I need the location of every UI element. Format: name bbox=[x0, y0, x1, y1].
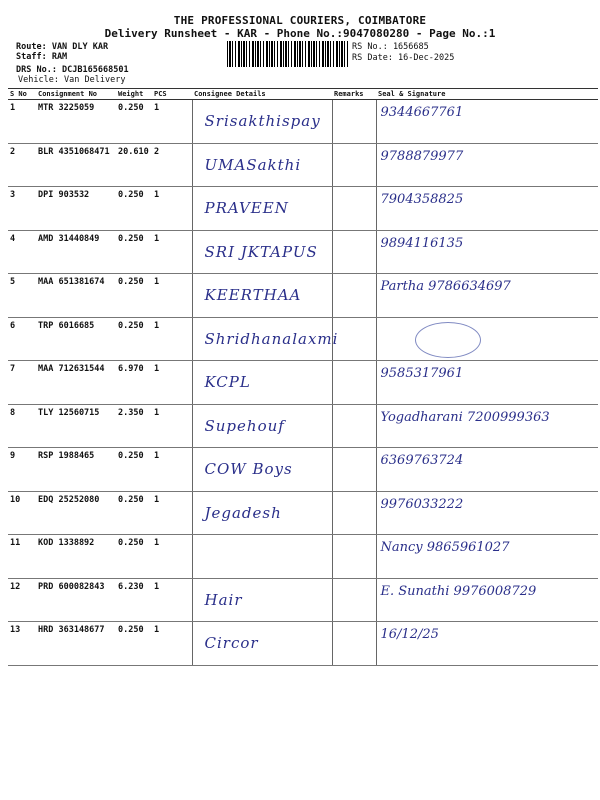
pcs-cell: 1 bbox=[152, 187, 192, 231]
sno-cell: 10 bbox=[8, 491, 36, 535]
sno-cell: 12 bbox=[8, 578, 36, 622]
sno-cell: 9 bbox=[8, 448, 36, 492]
consignment-cell: MTR 3225059 bbox=[36, 100, 116, 144]
col-sno: S No bbox=[8, 89, 36, 100]
handwritten-signature: 9976033222 bbox=[380, 496, 464, 512]
remarks-cell bbox=[332, 448, 376, 492]
pcs-cell: 1 bbox=[152, 274, 192, 318]
weight-cell: 0.250 bbox=[116, 448, 152, 492]
remarks-cell bbox=[332, 143, 376, 187]
sno-cell: 4 bbox=[8, 230, 36, 274]
weight-cell: 6.970 bbox=[116, 361, 152, 405]
runsheet-subtitle: Delivery Runsheet - KAR - Phone No.:9047080280 - Page No.:1 bbox=[104, 27, 496, 40]
col-remarks: Remarks bbox=[332, 89, 376, 100]
sno-cell: 7 bbox=[8, 361, 36, 405]
consignment-cell: RSP 1988465 bbox=[36, 448, 116, 492]
sno-cell: 2 bbox=[8, 143, 36, 187]
table-row bbox=[8, 491, 598, 535]
weight-cell: 0.250 bbox=[116, 317, 152, 361]
handwritten-signature: 9894116135 bbox=[380, 235, 464, 251]
handwritten-consignee: KEERTHAA bbox=[204, 286, 302, 304]
sno-cell: 3 bbox=[8, 187, 36, 231]
table-header bbox=[8, 89, 598, 100]
handwritten-consignee: Shridhanalaxmi bbox=[204, 329, 339, 348]
table-row bbox=[8, 448, 598, 492]
table-row bbox=[8, 404, 598, 448]
remarks-cell bbox=[332, 361, 376, 405]
handwritten-consignee: Supehouf bbox=[204, 416, 285, 435]
consignment-cell: PRD 600082843 bbox=[36, 578, 116, 622]
remarks-cell bbox=[332, 230, 376, 274]
table-row bbox=[8, 361, 598, 405]
pcs-cell: 1 bbox=[152, 317, 192, 361]
consignee-cell bbox=[192, 143, 332, 187]
pcs-cell: 1 bbox=[152, 361, 192, 405]
weight-cell: 0.250 bbox=[116, 491, 152, 535]
handwritten-consignee: KCPL bbox=[204, 373, 251, 391]
sno-cell: 11 bbox=[8, 535, 36, 579]
sno-cell: 8 bbox=[8, 404, 36, 448]
weight-cell: 0.250 bbox=[116, 187, 152, 231]
signature-cell bbox=[376, 578, 598, 622]
remarks-cell bbox=[332, 622, 376, 666]
consignment-cell: BLR 4351068471 bbox=[36, 143, 116, 187]
handwritten-signature: 9585317961 bbox=[380, 366, 464, 381]
handwritten-consignee: Hair bbox=[204, 590, 243, 609]
weight-cell: 2.350 bbox=[116, 404, 152, 448]
pcs-cell: 1 bbox=[152, 622, 192, 666]
consignee-cell bbox=[192, 404, 332, 448]
remarks-cell bbox=[332, 491, 376, 535]
consignee-cell bbox=[192, 578, 332, 622]
weight-cell: 0.250 bbox=[116, 100, 152, 144]
signature-cell bbox=[376, 535, 598, 579]
rs-date: RS Date: 16-Dec-2025 bbox=[352, 53, 455, 63]
handwritten-signature: Partha 9786634697 bbox=[380, 279, 511, 294]
col-pcs: PCS bbox=[152, 89, 192, 100]
seal-stamp bbox=[415, 322, 481, 358]
signature-cell bbox=[376, 317, 598, 361]
pcs-cell: 1 bbox=[152, 230, 192, 274]
handwritten-consignee: COW Boys bbox=[204, 460, 293, 478]
signature-cell bbox=[376, 491, 598, 535]
col-consignment: Consignment No bbox=[36, 89, 116, 100]
remarks-cell bbox=[332, 404, 376, 448]
col-weight: Weight bbox=[116, 89, 152, 100]
staff-label: Staff: RAM bbox=[16, 52, 68, 62]
runsheet-table bbox=[8, 88, 598, 666]
signature-cell bbox=[376, 100, 598, 144]
weight-cell: 0.250 bbox=[116, 274, 152, 318]
handwritten-consignee: UMASakthi bbox=[204, 155, 302, 174]
signature-cell bbox=[376, 622, 598, 666]
weight-cell: 20.610 bbox=[116, 143, 152, 187]
handwritten-signature: 16/12/25 bbox=[380, 627, 439, 642]
handwritten-consignee: Jegadesh bbox=[204, 503, 282, 522]
table-row bbox=[8, 622, 598, 666]
rs-number: RS No.: 1656685 bbox=[352, 42, 429, 52]
table-row bbox=[8, 187, 598, 231]
consignee-cell bbox=[192, 491, 332, 535]
barcode bbox=[227, 41, 349, 67]
handwritten-consignee: Circor bbox=[204, 634, 259, 652]
consignment-cell: HRD 363148677 bbox=[36, 622, 116, 666]
signature-cell bbox=[376, 230, 598, 274]
consignment-cell: TLY 12560715 bbox=[36, 404, 116, 448]
route-label: Route: VAN DLY KAR bbox=[16, 42, 109, 52]
handwritten-consignee: Srisakthispay bbox=[204, 112, 321, 130]
drs-number: DRS No.: DCJB165668501 bbox=[16, 65, 129, 75]
page-title: THE PROFESSIONAL COURIERS, COIMBATORE bbox=[173, 14, 427, 27]
signature-cell bbox=[376, 274, 598, 318]
table-row bbox=[8, 100, 598, 144]
consignment-cell: TRP 6016685 bbox=[36, 317, 116, 361]
table-row bbox=[8, 274, 598, 318]
handwritten-consignee: SRI JKTAPUS bbox=[204, 242, 318, 261]
consignee-cell bbox=[192, 187, 332, 231]
sno-cell: 6 bbox=[8, 317, 36, 361]
consignee-cell bbox=[192, 622, 332, 666]
pcs-cell: 2 bbox=[152, 143, 192, 187]
consignment-cell: KOD 1338892 bbox=[36, 535, 116, 579]
consignment-cell: DPI 903532 bbox=[36, 187, 116, 231]
remarks-cell bbox=[332, 535, 376, 579]
signature-cell bbox=[376, 187, 598, 231]
table-row bbox=[8, 230, 598, 274]
handwritten-signature: E. Sunathi 9976008729 bbox=[380, 583, 537, 599]
consignee-cell bbox=[192, 100, 332, 144]
col-signature: Seal & Signature bbox=[376, 89, 598, 100]
weight-cell: 0.250 bbox=[116, 535, 152, 579]
pcs-cell: 1 bbox=[152, 100, 192, 144]
consignee-cell bbox=[192, 448, 332, 492]
handwritten-signature: 9344667761 bbox=[380, 105, 464, 120]
sno-cell: 5 bbox=[8, 274, 36, 318]
vehicle-label: Vehicle: Van Delivery bbox=[18, 75, 126, 85]
consignee-cell bbox=[192, 317, 339, 361]
signature-cell bbox=[376, 361, 598, 405]
consignment-cell: MAA 712631544 bbox=[36, 361, 116, 405]
signature-cell bbox=[376, 404, 598, 448]
handwritten-signature: Yogadharani 7200999363 bbox=[380, 409, 550, 425]
pcs-cell: 1 bbox=[152, 578, 192, 622]
pcs-cell: 1 bbox=[152, 404, 192, 448]
weight-cell: 6.230 bbox=[116, 578, 152, 622]
signature-cell bbox=[376, 143, 598, 187]
col-consignee: Consignee Details bbox=[192, 89, 332, 100]
consignment-cell: EDQ 25252080 bbox=[36, 491, 116, 535]
handwritten-signature: 9788879977 bbox=[380, 148, 464, 164]
remarks-cell bbox=[332, 100, 376, 144]
table-row bbox=[8, 317, 598, 361]
handwritten-signature: 6369763724 bbox=[380, 453, 464, 468]
pcs-cell: 1 bbox=[152, 448, 192, 492]
sno-cell: 1 bbox=[8, 100, 36, 144]
consignee-cell bbox=[192, 535, 332, 579]
table-row bbox=[8, 578, 598, 622]
pcs-cell: 1 bbox=[152, 491, 192, 535]
remarks-cell bbox=[332, 578, 376, 622]
weight-cell: 0.250 bbox=[116, 622, 152, 666]
consignee-cell bbox=[192, 274, 332, 318]
remarks-cell bbox=[332, 187, 376, 231]
handwritten-signature: Nancy 9865961027 bbox=[380, 540, 510, 555]
consignee-cell bbox=[192, 361, 332, 405]
table-row bbox=[8, 143, 598, 187]
sno-cell: 13 bbox=[8, 622, 36, 666]
weight-cell: 0.250 bbox=[116, 230, 152, 274]
signature-cell bbox=[376, 448, 598, 492]
consignee-cell bbox=[192, 230, 332, 274]
table-row bbox=[8, 535, 598, 579]
consignment-cell: AMD 31440849 bbox=[36, 230, 116, 274]
remarks-cell bbox=[332, 274, 376, 318]
pcs-cell: 1 bbox=[152, 535, 192, 579]
consignment-cell: MAA 651381674 bbox=[36, 274, 116, 318]
handwritten-consignee: PRAVEEN bbox=[204, 199, 289, 217]
handwritten-signature: 7904358825 bbox=[380, 192, 464, 207]
remarks-cell bbox=[332, 317, 376, 361]
